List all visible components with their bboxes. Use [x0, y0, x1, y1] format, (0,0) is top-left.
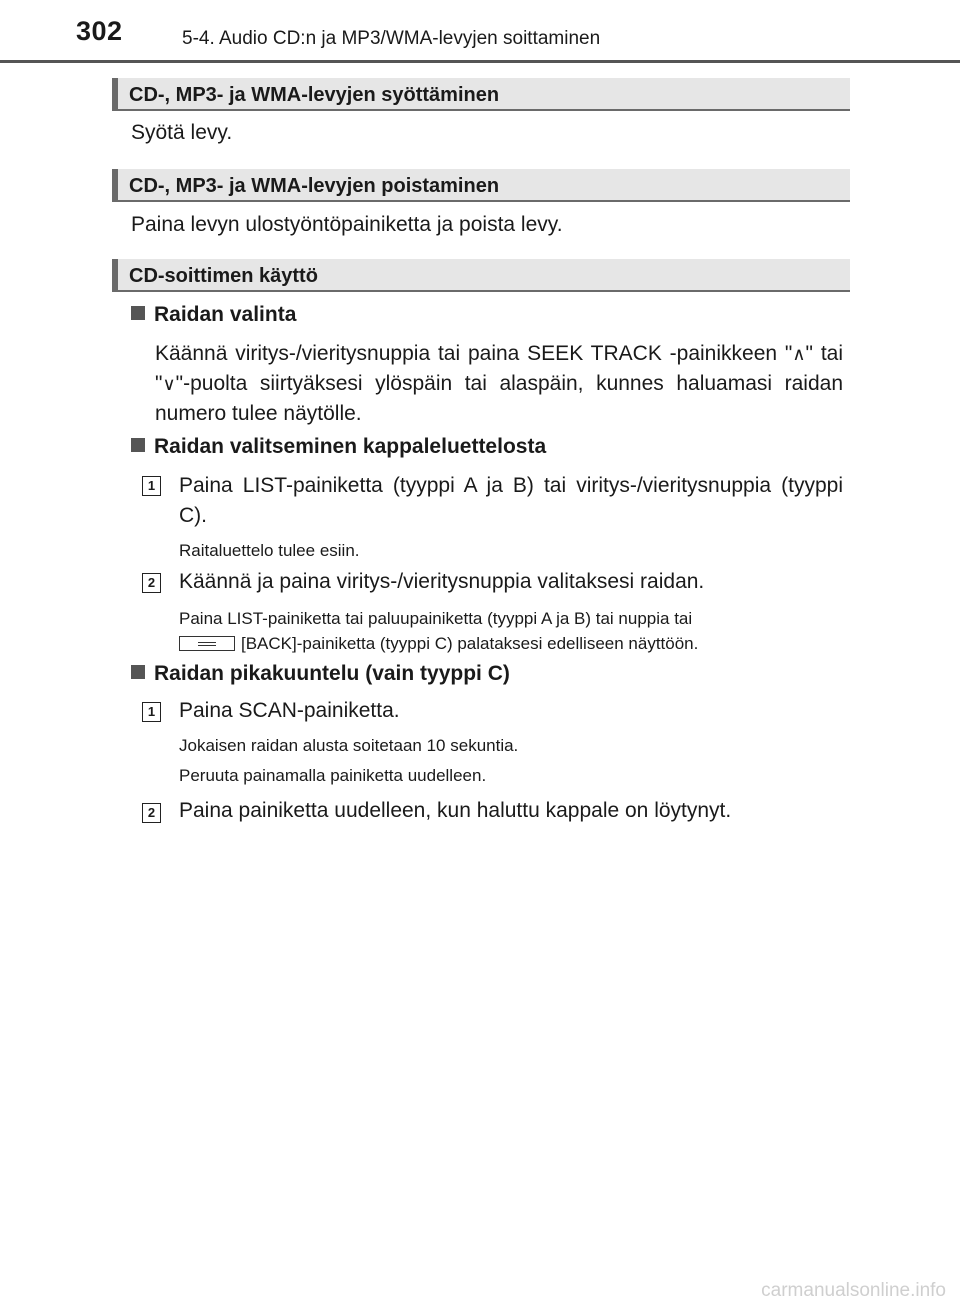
page-number: 302: [76, 16, 123, 46]
watermark: carmanualsonline.info: [761, 1280, 946, 1301]
track-select-body: Käännä viritys-/vieritysnuppia tai paina SEEK TRACK -painikkeen "∧" tai "∨"-puolta siirtyäksesi ylöspäin tai alaspäin, kunnes haluamasi raidan numero tulee näytölle.: [155, 342, 843, 425]
square-bullet-icon: [131, 665, 145, 679]
track-list-step1-note: Raitaluettelo tulee esiin.: [179, 541, 360, 560]
square-bullet-icon: [131, 306, 145, 320]
step-number-badge: 2: [142, 803, 161, 823]
track-list-step2-text: Käännä ja paina viritys-/vieritysnuppia valitaksesi raidan.: [179, 570, 705, 593]
down-arrow-icon: ∨: [162, 374, 176, 394]
subheading-track-select: Raidan valinta: [131, 303, 296, 327]
page-header: [0, 0, 960, 64]
scan-step1-text: Paina SCAN-painiketta.: [179, 699, 400, 722]
header-divider: [0, 60, 960, 63]
subheading-scan: Raidan pikakuuntelu (vain tyyppi C): [131, 662, 510, 686]
step-number-badge: 1: [142, 476, 161, 496]
scan-step2-text: Paina painiketta uudelleen, kun haluttu kappale on löytynyt.: [179, 799, 732, 822]
eject-body: Paina levyn ulostyöntöpainiketta ja poista levy.: [131, 213, 563, 236]
section-accent: [112, 169, 118, 200]
scan-step1-note-2: Peruuta painamalla painiketta uudelleen.: [179, 766, 487, 785]
section-title: CD-soittimen käyttö: [129, 265, 318, 287]
section-heading-eject: [112, 169, 850, 202]
scan-step1-note-1: Jokaisen raidan alusta soitetaan 10 sekuntia.: [179, 736, 519, 755]
section-heading-insert: [112, 78, 850, 111]
section-accent: [112, 259, 118, 290]
insert-body: Syötä levy.: [131, 121, 233, 144]
subheading-track-list: Raidan valitseminen kappaleluettelosta: [131, 435, 546, 459]
step-number-badge: 2: [142, 573, 161, 593]
chapter-title: 5-4. Audio CD:n ja MP3/WMA-levyjen soittaminen: [182, 28, 601, 49]
section-title: CD-, MP3- ja WMA-levyjen poistaminen: [129, 175, 500, 197]
section-title: CD-, MP3- ja WMA-levyjen syöttäminen: [129, 84, 500, 106]
square-bullet-icon: [131, 438, 145, 452]
section-heading-usage: [112, 259, 850, 292]
track-list-step1-text: Paina LIST-painiketta (tyyppi A ja B) tai viritys-/vieritysnuppia (tyyppi C).: [179, 474, 843, 527]
step-number-badge: 1: [142, 702, 161, 722]
track-list-step2-note: Paina LIST-painiketta tai paluupainiketta (tyyppi A ja B) tai nuppia tai [BACK]-painiketta (tyyppi C) palataksesi edelliseen näyttöön.: [179, 609, 699, 653]
section-accent: [112, 78, 118, 109]
up-arrow-icon: ∧: [792, 344, 806, 364]
back-button-icon: [179, 636, 235, 651]
